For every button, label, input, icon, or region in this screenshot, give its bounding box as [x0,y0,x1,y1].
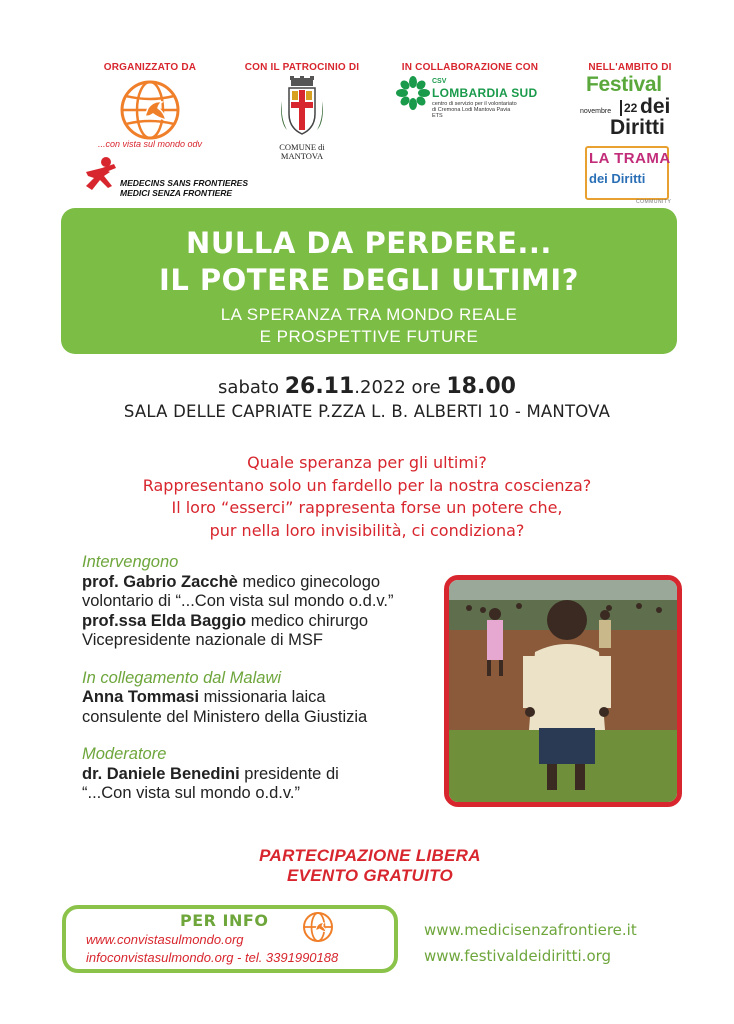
trama-line3: COMMUNITY [636,199,672,205]
event-year: .2022 ore [354,377,441,398]
cvsm-tagline: ...con vista sul mondo odv [97,139,203,149]
child-photo [444,575,682,807]
csv-flower-icon [396,76,430,110]
info-title: PER INFO [180,911,269,930]
speaker-4 [82,765,442,785]
event-venue: SALA DELLE CAPRIATE P.ZZA L. B. ALBERTI 10 - MANTOVA [123,402,611,421]
questions-block [0,452,734,542]
globe-dove-icon [118,78,182,142]
globe-dove-icon-small [302,911,334,943]
question-2: Rappresentano solo un fardello per la nostra coscienza? [142,475,592,495]
info-globe-logo [302,911,334,943]
speaker-4-role2: “...Con vista sul mondo o.d.v.” [82,784,300,802]
speaker-3-role2: consulente del Ministero della Giustizia [82,707,368,726]
speaker-3 [82,688,442,708]
organizzato-label: ORGANIZZATO DA [103,62,197,73]
msf-logo [82,156,118,196]
speaker-2-role2: Vicepresidente nazionale di MSF [82,631,323,649]
ambito-label: NELL'AMBITO DI [588,62,672,73]
csv-sub1: centro di servizio per il volontariato [432,101,517,107]
subtitle-line2: E PROSPETTIVE FUTURE [259,327,479,346]
speakers-block [82,553,442,804]
speaker-4-role: presidente di [239,764,339,783]
question-4: pur nella loro invisibilità, ci condiziona? [209,520,525,540]
speaker-3-role: missionaria laica [199,688,326,706]
subtitle-line1: LA SPERANZA TRA MONDO REALE [220,305,518,324]
speaker-1 [82,573,442,593]
collegamento-label: In collegamento dal Malawi [82,668,282,687]
title-line1: NULLA DA PERDERE... [186,226,552,260]
title-line2: IL POTERE DEGLI ULTIMI? [159,263,579,297]
msf-running-man-icon [82,156,118,196]
festival-divider [620,100,622,116]
comune-line1: COMUNE di [279,142,325,152]
speaker-1-name: prof. Gabrio Zacchè [82,572,238,591]
csv-sub3: ETS [432,113,443,119]
comune-line2: MANTOVA [280,151,324,161]
speaker-1-role: medico ginecologo [237,572,381,591]
festival-month: novembre [580,108,612,115]
csv-name: LOMBARDIA SUD [432,86,538,100]
question-1: Quale speranza per gli ultimi? [247,453,487,472]
csv-small-label: CSV [432,78,447,85]
festival-dei: dei [640,95,671,118]
festival-day: 22 [624,101,638,115]
moderatore-label: Moderatore [82,745,167,763]
speaker-2-role: medico chirurgo [246,611,369,630]
intervengono-label: Intervengono [82,553,179,571]
trama-line2: dei Diritti [589,171,646,186]
msf-website-link[interactable]: www.medicisenzafrontiere.it [424,921,637,939]
msf-line2: MEDICI SENZA FRONTIERE [120,188,233,198]
festival-diritti: Diritti [610,116,665,139]
mantova-coat-of-arms-icon [277,76,327,142]
msf-line1: MEDECINS SANS FRONTIERES [120,178,248,188]
child-photo-image [449,580,677,802]
event-date-line [0,374,734,399]
speaker-1-role2: volontario di “...Con vista sul mondo o.d.v.” [82,592,394,610]
info-site-link[interactable]: www.convistasulmondo.org [86,932,244,947]
festival-website-link[interactable]: www.festivaldeidiritti.org [424,947,612,965]
partecipazione-line1: PARTECIPAZIONE LIBERA [259,846,481,865]
festival-word: Festival [586,73,662,96]
speaker-2-name: prof.ssa Elda Baggio [82,611,247,630]
convistasulmondo-globe-logo [118,78,182,142]
speaker-2 [82,612,442,632]
event-time: 18.00 [446,374,516,399]
info-contact: infoconvistasulmondo.org - tel. 3391990188 [86,950,339,965]
event-day-label: sabato [218,377,279,398]
collaborazione-label: IN COLLABORAZIONE CON [401,62,539,73]
csv-sub2: di Cremona Lodi Mantova Pavia [432,107,511,113]
comune-mantova-crest [277,76,327,142]
trama-line1: LA TRAMA [589,150,671,167]
question-3: Il loro “esserci” rappresenta forse un potere che, [171,498,563,517]
patrocinio-label: CON IL PATROCINIO DI [244,62,360,73]
csv-logo [396,76,430,110]
speaker-3-name: Anna Tommasi [82,688,200,706]
partecipazione-line2: EVENTO GRATUITO [286,866,454,885]
speaker-4-name: dr. Daniele Benedini [82,764,240,783]
event-date: 26.11 [284,374,355,399]
